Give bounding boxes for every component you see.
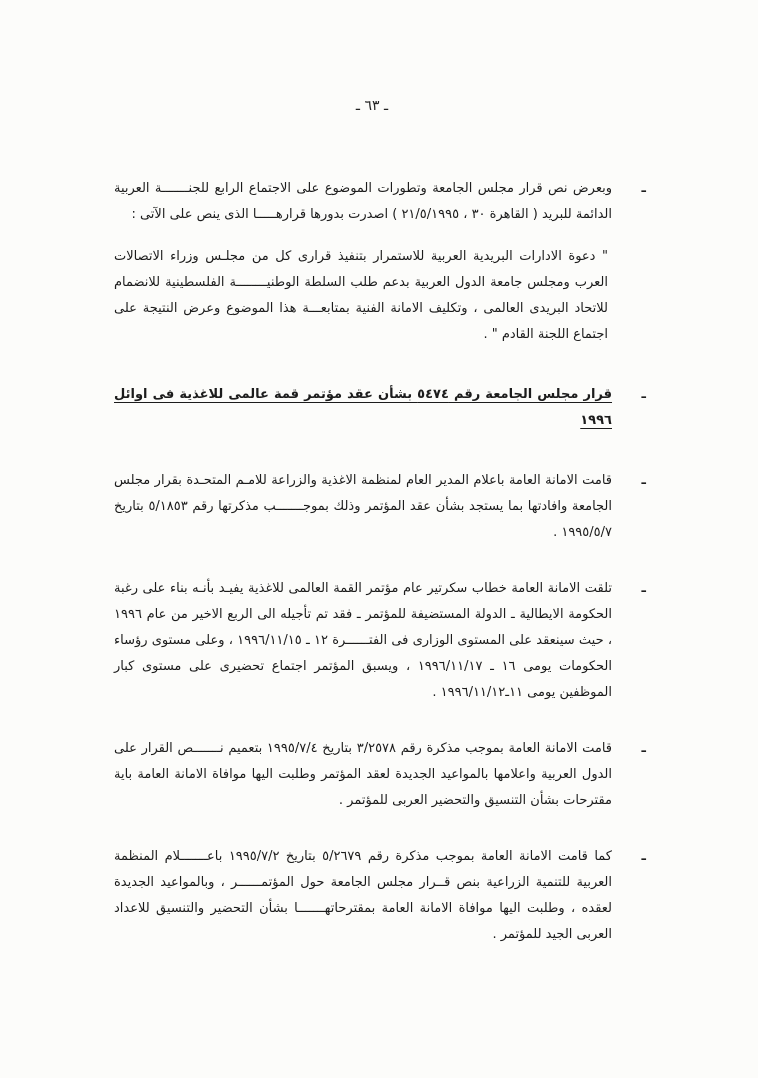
paragraph [114,176,646,228]
paragraph-text: وبعرض نص قرار مجلس الجامعة وتطورات الموضوع على الاجتماع الرابع للجنـــــــة العربية الدائمة للبريد ( القاهرة ٣٠ ، ٢١/٥/١٩٩٥ ) اصدرت بدورها قرارهـــــا الذى ينص على الآتى : [114,181,612,222]
dash-marker: ـ [641,849,646,864]
section-heading [114,382,646,434]
paragraph-text: تلقت الامانة العامة خطاب سكرتير عام مؤتمر القمة العالمى للاغذية يفيـد بأنـه بناء على رغبة الحكومة الايطالية ـ الدولة المستضيفة للمؤتمر ـ فقد تم تأجيله الى الربع الاخير من عام ١٩٩٦ ، حيث سينعقد على المستوى الوزارى فى الفتــــــرة ١٢ ـ ١٩٩٦/١١/١٥ ، وعلى مستوى رؤساء الحكومات يومى ١٦ ـ ١٩٩٦/١١/١٧ ، ويسبق المؤتمر اجتماع تحضيرى على مستوى كبار الموظفين يومى ١١ـ١٩٩٦/١١/١٢ . [114,581,613,700]
dash-marker: ـ [641,387,646,402]
paragraph-text: كما قامت الامانة العامة بموجب مذكرة رقم ٥/٢٦٧٩ بتاريخ ١٩٩٥/٧/٢ باعـــــــلام المنظمة العربية للتنمية الزراعية بنص قــرار مجلس الجامعة حول المؤتمــــــر ، وبالمواعيد الجديدة لعقده ، وطلبت اليها موافاة الامانة العامة بمقترحاتهـــــــا بشأن التحضير والتنسيق للاعداد العربى الجيد للمؤتمر . [114,849,612,942]
paragraph-list [114,176,646,978]
dash-marker: ـ [641,473,646,488]
paragraph [114,576,646,706]
paragraph [114,736,646,814]
page-number: ـ ٦٣ ـ [355,98,389,114]
paragraph-text: قامت الامانة العامة باعلام المدير العام لمنظمة الاغذية والزراعة للامـم المتحـدة بقرار مجلس الجامعة وافادتها بما يستجد بشأن عقد المؤتمر وذلك بموجـــــــب مذكرتها رقم ٥/١٨٥٣ بتاريخ ١٩٩٥/٥/٧ . [114,473,613,540]
section-heading-text: قرار مجلس الجامعة رقم ٥٤٧٤ بشأن عقد مؤتمر قمة عالمى للاغذية فى اوائل ١٩٩٦ [114,387,613,428]
paragraph-text: قامت الامانة العامة بموجب مذكرة رقم ٣/٢٥٧٨ بتاريخ ١٩٩٥/٧/٤ بتعميم نـــــــص القرار على الدول العربية واعلامها بالمواعيد الجديدة لعقد المؤتمر وطلبت اليها موافاة الامانة العامة باية مقترحات بشأن التنسيق والتحضير العربى للمؤتمر . [114,741,612,808]
paragraph [114,468,646,546]
dash-marker: ـ [641,181,646,196]
paragraph [114,244,646,348]
paragraph-text: " دعوة الادارات البريدية العربية للاستمرار بتنفيذ قرارى كل من مجلـس وزراء الاتصالات العرب ومجلس جامعة الدول العربية بدعم طلب السلطة الوطنيــــــــة الفلسطينية للانضمام للاتحاد البريدى العالمى ، وتكليف الامانة الفنية بمتابعـــة هذا الموضوع وعرض النتيجة على اجتماع اللجنة القادم " . [114,249,608,342]
dash-marker: ـ [641,741,646,756]
paragraph [114,844,646,948]
dash-marker: ـ [641,581,646,596]
